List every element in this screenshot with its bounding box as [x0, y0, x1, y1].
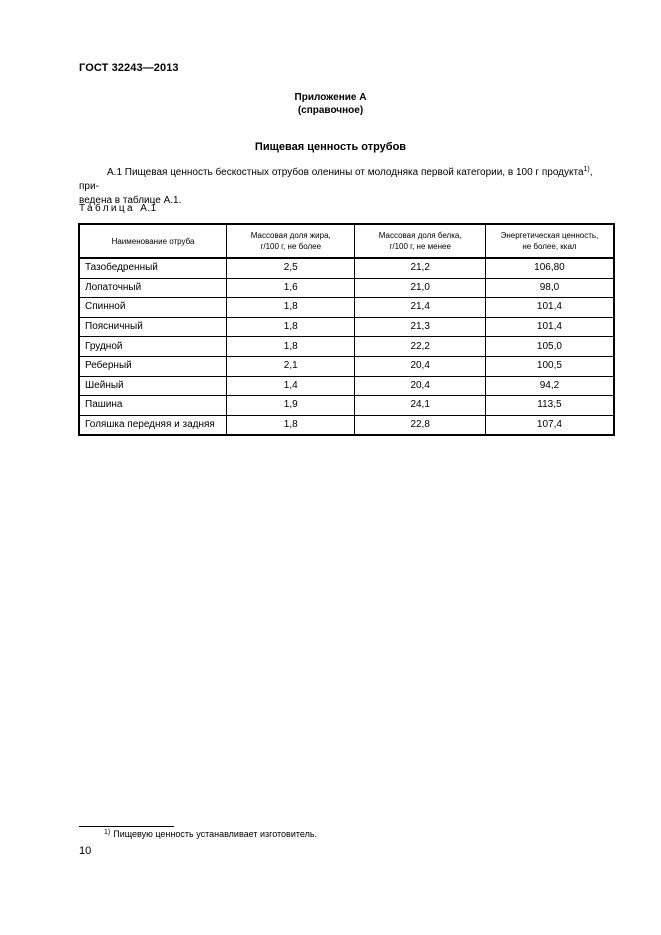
table-row — [79, 278, 614, 298]
table-row — [79, 415, 614, 435]
header-fat: Массовая доля жира, г/100 г, не более — [227, 224, 355, 258]
cell-protein: 22,8 — [355, 415, 485, 435]
table-row — [79, 376, 614, 396]
cell-fat: 1,4 — [227, 376, 355, 396]
cell-energy: 94,2 — [485, 376, 614, 396]
nutrition-table — [78, 223, 615, 436]
table-row — [79, 337, 614, 357]
section-title: Пищевая ценность отрубов — [254, 141, 407, 153]
cell-fat: 1,6 — [227, 278, 355, 298]
paragraph-text: А.1 Пищевая ценность бескостных отрубов оленины от молодняка первой категории, в 100 г продукта — [107, 167, 584, 178]
document-id: ГОСТ 32243—2013 — [79, 62, 179, 74]
cell-energy: 101,4 — [485, 298, 614, 318]
cell-protein: 24,1 — [355, 396, 485, 416]
footnote-divider — [79, 826, 174, 827]
cell-cut-name: Шейный — [79, 376, 227, 396]
appendix-title: Приложение А — [294, 92, 367, 103]
cell-protein: 21,0 — [355, 278, 485, 298]
appendix-subtitle: (справочное) — [297, 105, 364, 116]
table-caption — [79, 203, 157, 214]
cell-cut-name: Грудной — [79, 337, 227, 357]
table-caption-label: Таблица — [79, 203, 136, 214]
header-energy: Энергетическая ценность, не более, ккал — [485, 224, 614, 258]
header-cut-name: Наименование отруба — [79, 224, 227, 258]
cell-cut-name: Спинной — [79, 298, 227, 318]
page-number: 10 — [79, 845, 92, 857]
cell-energy: 107,4 — [485, 415, 614, 435]
cell-fat: 2,1 — [227, 356, 355, 376]
cell-protein: 22,2 — [355, 337, 485, 357]
cell-cut-name: Тазобедренный — [79, 258, 227, 278]
cell-energy: 106,80 — [485, 258, 614, 278]
paragraph-text-tail-1: , при- — [79, 167, 593, 192]
cell-fat: 1,8 — [227, 337, 355, 357]
table-row — [79, 258, 614, 278]
cell-protein: 20,4 — [355, 376, 485, 396]
cell-protein: 21,3 — [355, 317, 485, 337]
table-body — [79, 258, 614, 435]
table-row — [79, 356, 614, 376]
cell-energy: 100,5 — [485, 356, 614, 376]
cell-fat: 2,5 — [227, 258, 355, 278]
paragraph-text-tail-2: ведена в таблице А.1. — [79, 195, 182, 206]
footnote-marker: 1) — [104, 829, 111, 836]
cell-energy: 105,0 — [485, 337, 614, 357]
cell-cut-name: Реберный — [79, 356, 227, 376]
cell-energy: 98,0 — [485, 278, 614, 298]
cell-fat: 1,8 — [227, 317, 355, 337]
table-row — [79, 396, 614, 416]
cell-cut-name: Лопаточный — [79, 278, 227, 298]
cell-protein: 21,4 — [355, 298, 485, 318]
cell-cut-name: Голяшка передняя и задняя — [79, 415, 227, 435]
table-row — [79, 317, 614, 337]
header-protein: Массовая доля белка, г/100 г, не менее — [355, 224, 485, 258]
table-row — [79, 298, 614, 318]
cell-fat: 1,8 — [227, 415, 355, 435]
cell-fat: 1,9 — [227, 396, 355, 416]
table-header-row — [79, 224, 614, 258]
footnote-reference: 1) — [583, 166, 590, 173]
cell-energy: 113,5 — [485, 396, 614, 416]
paragraph-a1 — [79, 166, 615, 208]
cell-protein: 20,4 — [355, 356, 485, 376]
table-caption-number: А.1 — [140, 203, 157, 214]
cell-energy: 101,4 — [485, 317, 614, 337]
footnote — [104, 829, 317, 839]
cell-protein: 21,2 — [355, 258, 485, 278]
cell-cut-name: Пашина — [79, 396, 227, 416]
footnote-text: Пищевую ценность устанавливает изготовитель. — [113, 829, 318, 839]
cell-fat: 1,8 — [227, 298, 355, 318]
cell-cut-name: Поясничный — [79, 317, 227, 337]
